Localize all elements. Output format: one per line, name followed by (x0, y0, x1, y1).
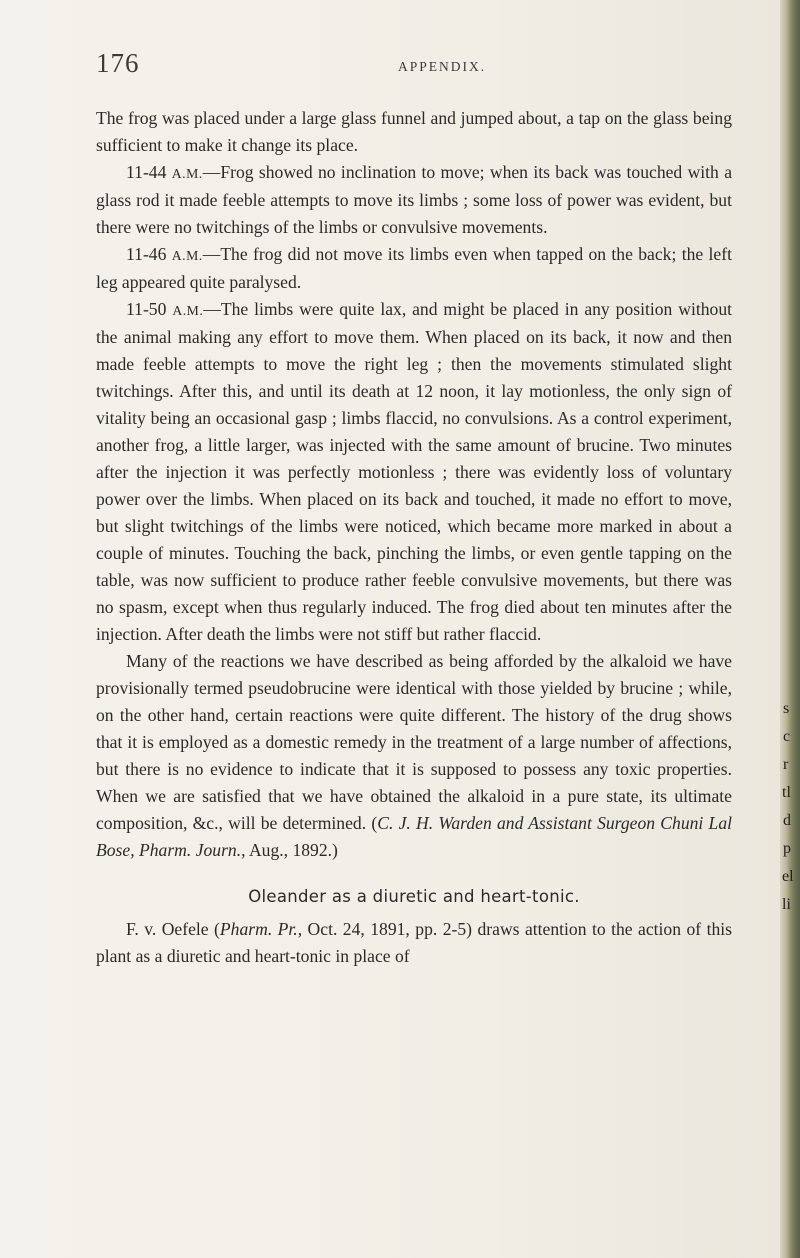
paragraph-11-44: 11-44 A.M.—Frog showed no inclination to move; when its back was touched with a glass rod it made feeble attempts to move its limbs ; some loss of power was evident, but there were no twitchings of the limbs or convulsive movements. (96, 162, 733, 237)
margin-fragment: p (783, 840, 791, 857)
paragraph-11-50: 11-50 A.M.—The limbs were quite lax, and might be placed in any position without the animal making any effort to move them. When placed on its back, it now and then made feeble attempts to move the right leg ; then the movements stimulated slight twitchings. After this, and until its death at 12 noon, it lay motionless, the only sign of vitality being an occasional gasp ; limbs flaccid, no convulsions. As a control experiment, another frog, a little larger, was injected with the same amount of brucine. Two minutes after the injection it was perfectly motionless ; there was evidently loss of voluntary power over the limbs. When placed on its back and touched, it made no effort to move, but slight twitchings of the limbs were noticed, which became more marked in about a couple of minutes. Touching the back, pinching the limbs, or even gentle tapping on the table, was now sufficient to produce rather feeble convulsive movements, but there was no spasm, except when thus regularly induced. The frog died about ten minutes after the injection. After death the limbs were not stiff but rather flaccid. (96, 299, 733, 644)
time-ampm: A.M. (172, 303, 204, 318)
citation: C. J. H. Warden and Assistant Surgeon Chuni Lal Bose, Pharm. Journ., (96, 813, 733, 860)
margin-fragment: tl (782, 784, 791, 801)
margin-fragment: el (782, 868, 794, 885)
paragraph-pseudobrucine: Many of the reactions we have described as being afforded by the alkaloid we have provisionally termed pseudobrucine were identical with those yielded by brucine ; while, on the other hand, certain reactions were quite different. The history of the drug shows that it is employed as a domestic remedy in the treatment of a large number of affections, but there is no evidence to indicate that it is supposed to possess any toxic properties. When we are satisfied that we have obtained the alkaloid in a pure state, its ultimate composition, &c., will be determined. (C. J. H. Warden and Assistant Surgeon Chuni Lal Bose, Pharm. Journ., Aug., 1892.) (96, 651, 733, 860)
margin-fragment: s (783, 700, 790, 717)
time-ampm: A.M. (171, 248, 203, 263)
paragraph-frog-funnel: The frog was placed under a large glass funnel and jumped about, a tap on the glass being sufficient to make it change its place. (96, 108, 732, 155)
margin-fragment: li (782, 896, 791, 913)
page-number: 176 (96, 48, 140, 78)
body-text (96, 105, 732, 970)
time-label: 11-50 (126, 299, 173, 319)
paragraph-11-46: 11-46 A.M.—The frog did not move its limbs even when tapped on the back; the left leg appeared quite paralysed. (96, 244, 732, 292)
margin-fragment: c (783, 728, 791, 745)
citation: Pharm. Pr., (219, 919, 303, 939)
time-label: 11-46 (126, 244, 172, 264)
section-heading: Oleander as a diuretic and heart-tonic. (248, 887, 580, 906)
page-header (96, 48, 716, 88)
time-label: 11-44 (126, 162, 172, 182)
time-ampm: A.M. (171, 166, 203, 181)
paragraph-oefele: F. v. Oefele (Pharm. Pr., Oct. 24, 1891, pp. 2-5) draws attention to the action of this plant as a diuretic and heart-tonic in place of (96, 919, 732, 966)
margin-fragment: d (783, 812, 791, 829)
running-head: APPENDIX. (398, 59, 487, 74)
margin-fragment: r (783, 756, 789, 773)
facing-page-edge (780, 0, 800, 1258)
